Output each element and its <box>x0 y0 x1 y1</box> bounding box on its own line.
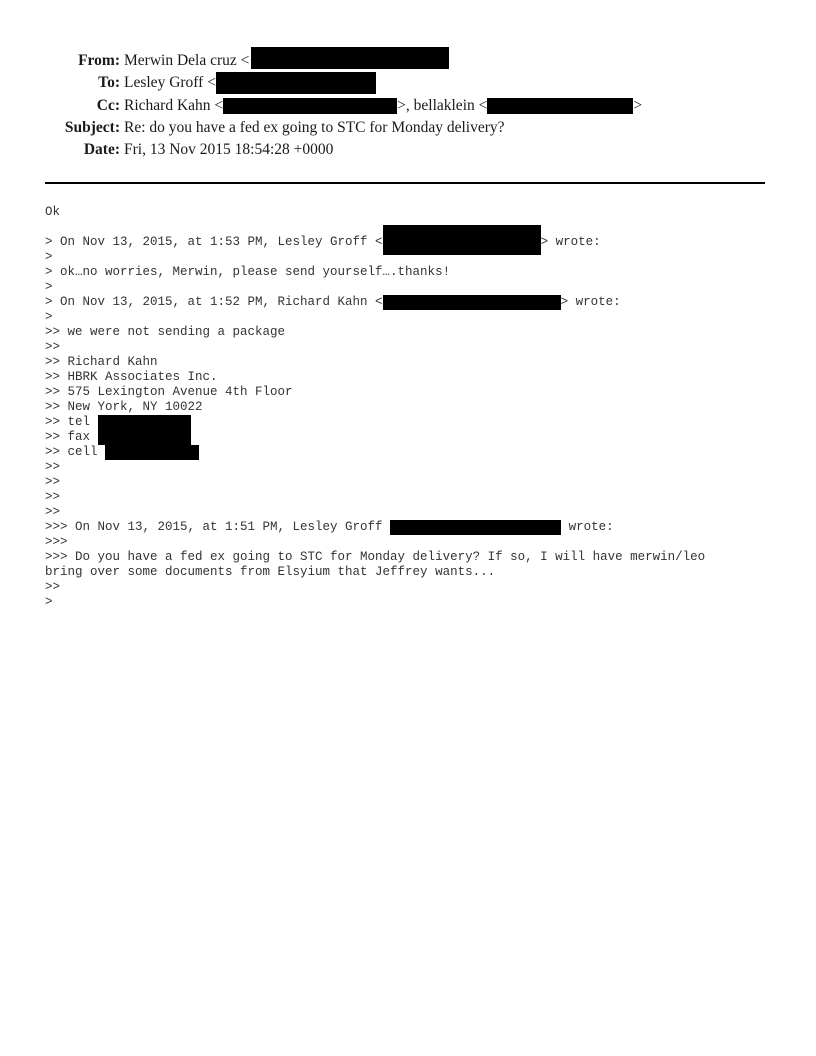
date-label: Date: <box>83 141 120 159</box>
body-line: >> <box>45 505 61 519</box>
to-name: Lesley Groff < <box>124 74 216 92</box>
quote-header-text: >>> On Nov 13, 2015, at 1:51 PM, Lesley Groff <box>45 520 391 534</box>
body-line: Ok <box>45 205 61 219</box>
cc-end: > <box>633 96 643 114</box>
signature-city: >> New York, NY 10022 <box>45 400 203 414</box>
cc-label: Cc: <box>96 96 120 114</box>
body-line: >> <box>45 580 61 594</box>
cell-label: >> cell <box>45 445 106 459</box>
from-row <box>0 50 816 72</box>
email-header <box>0 50 816 161</box>
body-line: > <box>45 595 53 609</box>
body-line: >>> Do you have a fed ex going to STC for Monday delivery? If so, I will have merwin/leo <box>45 550 706 564</box>
redaction-box <box>98 415 191 430</box>
to-value <box>124 72 376 94</box>
signature-address: >> 575 Lexington Avenue 4th Floor <box>45 385 293 399</box>
body-line: >> we were not sending a package <box>45 325 286 339</box>
body-line: >> <box>45 475 61 489</box>
redaction-box <box>105 445 199 460</box>
signature-company: >> HBRK Associates Inc. <box>45 370 218 384</box>
redaction-box <box>223 98 397 114</box>
body-line: > <box>45 280 53 294</box>
signature-tel <box>45 415 785 430</box>
quote-header-line <box>45 235 785 250</box>
fax-label: >> fax <box>45 430 98 444</box>
to-row <box>0 72 816 94</box>
subject-label: Subject: <box>64 118 120 136</box>
cc-name-1: Richard Kahn < <box>124 96 224 114</box>
to-label: To: <box>98 74 120 92</box>
date-value: Fri, 13 Nov 2015 18:54:28 +0000 <box>124 141 334 159</box>
cc-separator: >, bellaklein < <box>397 96 488 114</box>
body-line: >> <box>45 340 61 354</box>
from-name: Merwin Dela cruz < <box>124 52 250 69</box>
body-line: >> <box>45 460 61 474</box>
email-body <box>45 205 785 610</box>
body-line: >>> <box>45 535 68 549</box>
quote-header-end: > wrote: <box>560 295 621 309</box>
cc-row <box>0 95 816 117</box>
subject-value: Re: do you have a fed ex going to STC for Monday delivery? <box>124 118 505 136</box>
signature-cell <box>45 445 785 460</box>
cc-value <box>124 95 642 117</box>
signature-fax <box>45 430 785 445</box>
body-line: > ok…no worries, Merwin, please send yourself….thanks! <box>45 265 451 279</box>
quote-header-text: > On Nov 13, 2015, at 1:52 PM, Richard Kahn < <box>45 295 383 309</box>
tel-label: >> tel <box>45 415 98 429</box>
body-line: bring over some documents from Elsyium that Jeffrey wants... <box>45 565 496 579</box>
signature-name: >> Richard Kahn <box>45 355 158 369</box>
redaction-box <box>216 72 376 94</box>
redaction-box <box>487 98 633 114</box>
body-line: > <box>45 310 53 324</box>
redaction-box <box>251 47 449 69</box>
from-label: From: <box>78 52 120 69</box>
quote-header-end: wrote: <box>561 520 614 534</box>
date-row <box>0 139 816 161</box>
quote-header-line <box>45 295 785 310</box>
quote-header-line <box>45 520 785 535</box>
body-line: > <box>45 250 53 264</box>
subject-row <box>0 117 816 139</box>
quote-header-end: > wrote: <box>540 235 601 249</box>
from-value <box>124 50 449 72</box>
redaction-box <box>98 430 191 445</box>
quote-header-text: > On Nov 13, 2015, at 1:53 PM, Lesley Groff < <box>45 235 383 249</box>
header-divider <box>45 182 765 184</box>
redaction-box <box>383 295 561 310</box>
redaction-box <box>390 520 561 535</box>
body-line: >> <box>45 490 61 504</box>
